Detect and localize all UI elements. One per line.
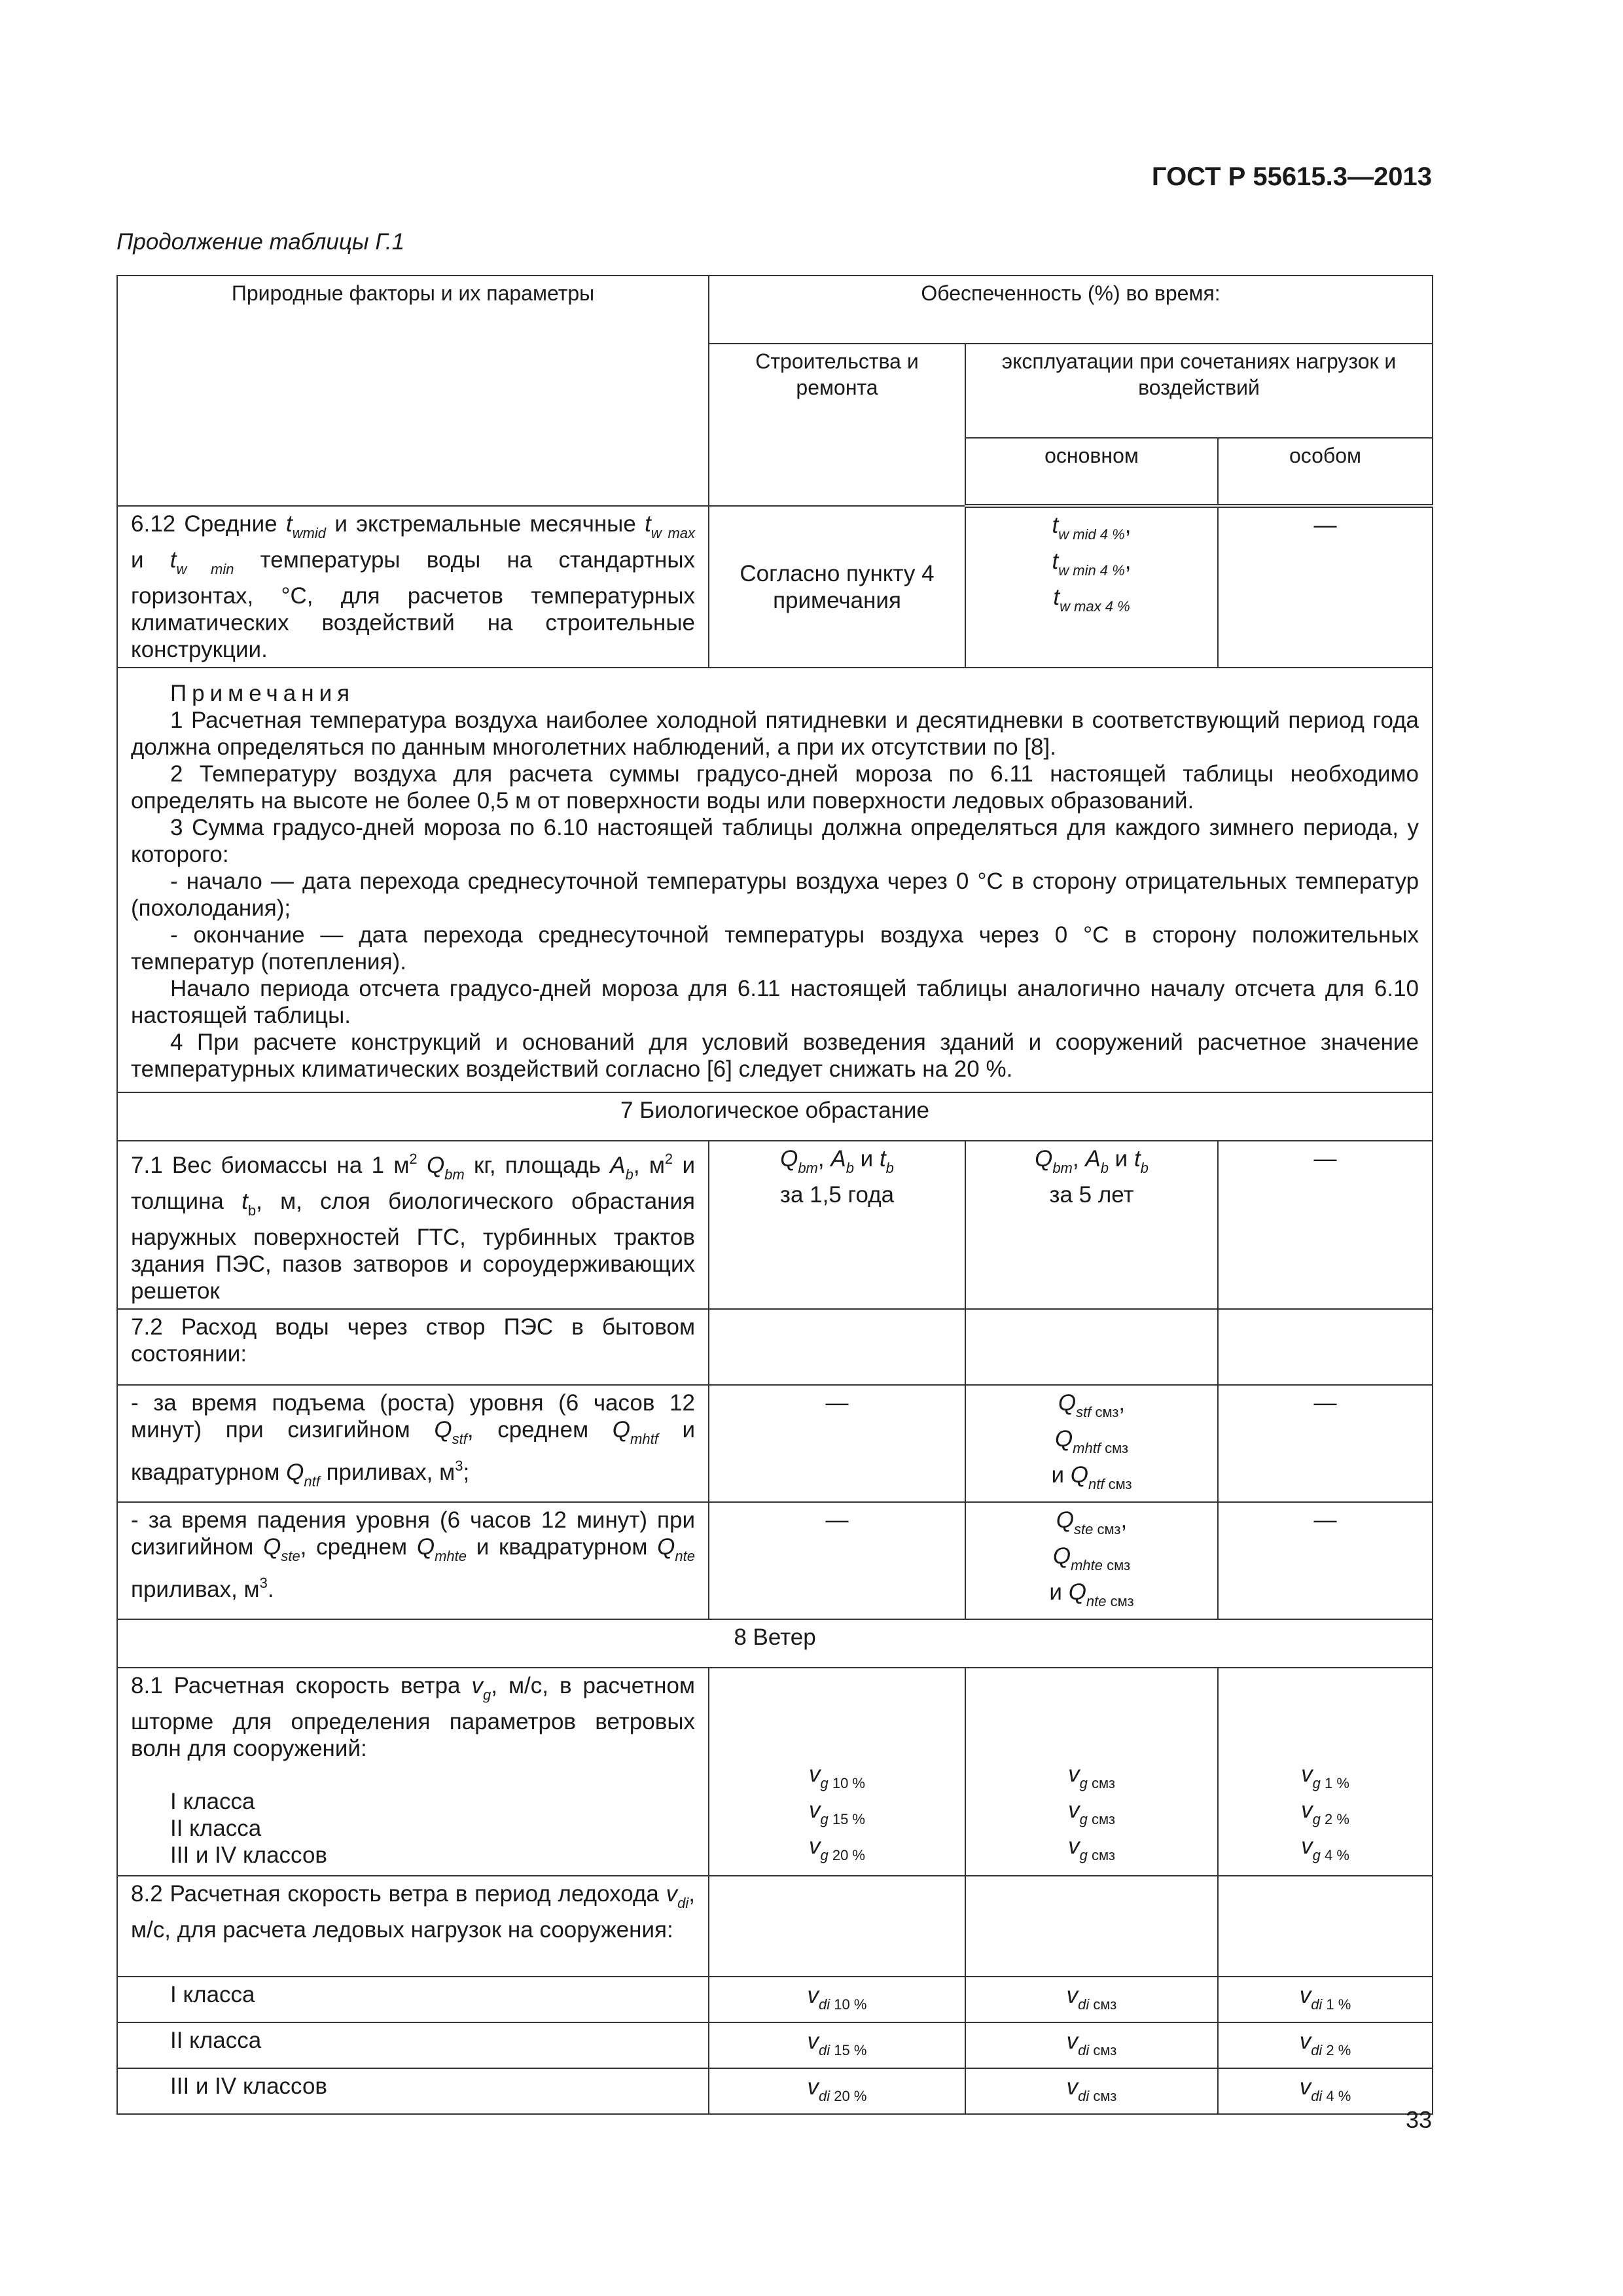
row-8-2-class-1-special: $v_{di}$ $_{1 \%}$ [1218,1977,1433,2022]
table-row-7-2 [117,1309,1433,1385]
table-row-8-2-class-3 [117,2068,1433,2114]
note-3-continued: Начало периода отсчета градусо-дней мороза для 6.11 настоящей таблицы аналогично началу отсчета для 6.10 настоящей таблицы. [131,976,1419,1028]
row-7-2-rise-text: - за время подъема (роста) уровня (6 часов 12 минут) при сизигийном $Q_{stf}$, среднем $Q_{mhtf}$ и квадратурном $Q_{ntf}$ приливах, $м^3$; [117,1385,709,1502]
document-code: ГОСТ Р 55615.3—2013 [1151,162,1432,191]
row-8-1-construction: $v_g$ $_{10 \%}$ $v_g$ $_{15 \%}$ $v_g$ $_{20 \%}$ [709,1668,965,1876]
climate-factors-table [116,275,1433,2115]
row-8-2-class-3-special: $v_{di}$ $_{4 \%}$ [1218,2068,1433,2114]
notes-row [117,668,1433,1092]
header-special: особом [1218,438,1433,506]
section-7-title: 7 Биологическое обрастание [117,1092,1433,1141]
section-8-title: 8 Ветер [117,1619,1433,1668]
table-row-8-2-class-2 [117,2022,1433,2068]
row-7-2-rise-special: — [1218,1385,1433,1502]
page-number: 33 [1405,2106,1432,2133]
note-3: 3 Сумма градусо-дней мороза по 6.10 настоящей таблицы должна определяться для каждого зимнего периода, у которого: [131,815,1419,867]
note-4: 4 При расчете конструкций и оснований для условий возведения зданий и сооружений расчетное значение температурных климатических воздействий согласно [6] следует снижать на 20 %. [131,1030,1419,1082]
row-7-2-fall-basic: $Q_{ste}$ $_{смз}$, $Q_{mhte}$ $_{смз}$ и $Q_{nte}$ $_{смз}$ [965,1502,1218,1619]
row-7-2-rise-basic: $Q_{stf}$ $_{смз}$, $Q_{mhtf}$ $_{смз}$ и $Q_{ntf}$ $_{смз}$ [965,1385,1218,1502]
row-7-1-text: 7.1 Вес биомассы на 1 $м^2$ $Q_{bm}$ кг, площадь $A_b$, $м^2$ и толщина $t_b$, м, слоя биологического обрастания наружных поверхностей ГТС, турбинных трактов здания ПЭС, пазов затворов и сороудерживающих решеток [117,1141,709,1309]
table-row-7-1 [117,1141,1433,1309]
row-8-2-class-3-construction: $v_{di}$ $_{20 \%}$ [709,2068,965,2114]
row-7-2-fall-text: - за время падения уровня (6 часов 12 минут) при сизигийном $Q_{ste}$, среднем $Q_{mhte}$ и квадратурном $Q_{nte}$ приливах, $м^3$. [117,1502,709,1619]
row-6-12-special: — [1218,506,1433,668]
note-3-end: - окончание — дата перехода среднесуточной температуры воздуха через 0 °С в сторону положительных температур (потепления). [131,922,1419,975]
table-row-7-2-rise [117,1385,1433,1502]
row-8-2-text: 8.2 Расчетная скорость ветра в период ледохода $v_{di}$, м/с, для расчета ледовых нагрузок на сооружения: [117,1876,709,1977]
row-8-2-class-1-basic: $v_{di}$ $_{смз}$ [965,1977,1218,2022]
row-8-2-class-1-construction: $v_{di}$ $_{10 \%}$ [709,1977,965,2022]
row-7-2-fall-special: — [1218,1502,1433,1619]
header-construction: Строительства и ремонта [709,344,965,506]
row-8-2-class-1-label: I класса [117,1977,709,2022]
row-7-2-fall-construction: — [709,1502,965,1619]
row-8-2-class-3-label: III и IV классов [117,2068,709,2114]
note-3-start: - начало — дата перехода среднесуточной температуры воздуха через 0 °С в сторону отрицательных температур (похолодания); [131,869,1419,921]
header-factors: Природные факторы и их параметры [117,276,709,506]
row-8-1-special: $v_g$ $_{1 \%}$ $v_g$ $_{2 \%}$ $v_g$ $_{4 \%}$ [1218,1668,1433,1876]
table-row-6-12 [117,506,1433,668]
row-7-1-construction: $Q_{bm}$, $A_b$ и $t_b$ за 1,5 года [709,1141,965,1309]
row-8-2-class-2-basic: $v_{di}$ $_{смз}$ [965,2022,1218,2068]
row-8-2-class-2-label: II класса [117,2022,709,2068]
table-row-8-1 [117,1668,1433,1876]
table-caption: Продолжение таблицы Г.1 [116,229,405,255]
row-6-12-basic: $t_{w mid 4 \%}$, $t_{w min 4 \%}$, $t_{w max 4 \%}$ [965,506,1218,668]
header-basic: основном [965,438,1218,506]
header-provision: Обеспеченность (%) во время: [709,276,1433,344]
row-7-2-rise-construction: — [709,1385,965,1502]
row-8-2-class-2-special: $v_{di}$ $_{2 \%}$ [1218,2022,1433,2068]
table-row-7-2-fall [117,1502,1433,1619]
row-8-2-class-2-construction: $v_{di}$ $_{15 \%}$ [709,2022,965,2068]
row-6-12-construction: Согласно пункту 4 примечания [709,506,965,668]
row-6-12-text: 6.12 Средние $t_{wmid}$ и экстремальные месячные $t_{w max}$ и $t_{w min}$ температуры воды на стандартных горизонтах, °С, для расчетов температурных климатических воздействий на строительные конструкции. [117,506,709,668]
row-8-1-basic: $v_g$ $_{смз}$ $v_g$ $_{смз}$ $v_g$ $_{смз}$ [965,1668,1218,1876]
notes-title: Примечания [170,681,355,706]
note-1: 1 Расчетная температура воздуха наиболее холодной пятидневки и десятидневки в соответствующий период года должна определяться по данным многолетних наблюдений, а при их отсутствии по [8]. [131,708,1419,760]
row-7-1-basic: $Q_{bm}$, $A_b$ и $t_b$ за 5 лет [965,1141,1218,1309]
table-row-8-2 [117,1876,1433,1977]
table-row-8-2-class-1 [117,1977,1433,2022]
row-8-1-text: 8.1 Расчетная скорость ветра $v_g$, м/с, в расчетном шторме для определения параметров ветровых волн для сооружений: I класса II класса III и IV классов [117,1668,709,1876]
row-7-2-text: 7.2 Расход воды через створ ПЭС в бытовом состоянии: [117,1309,709,1385]
header-operation: эксплуатации при сочетаниях нагрузок и воздействий [965,344,1433,438]
row-8-2-class-3-basic: $v_{di}$ $_{смз}$ [965,2068,1218,2114]
note-2: 2 Температуру воздуха для расчета суммы градусо-дней мороза по 6.11 настоящей таблицы необходимо определять на высоте не более 0,5 м от поверхности воды или поверхности ледовых образований. [131,761,1419,814]
row-7-1-special: — [1218,1141,1433,1309]
